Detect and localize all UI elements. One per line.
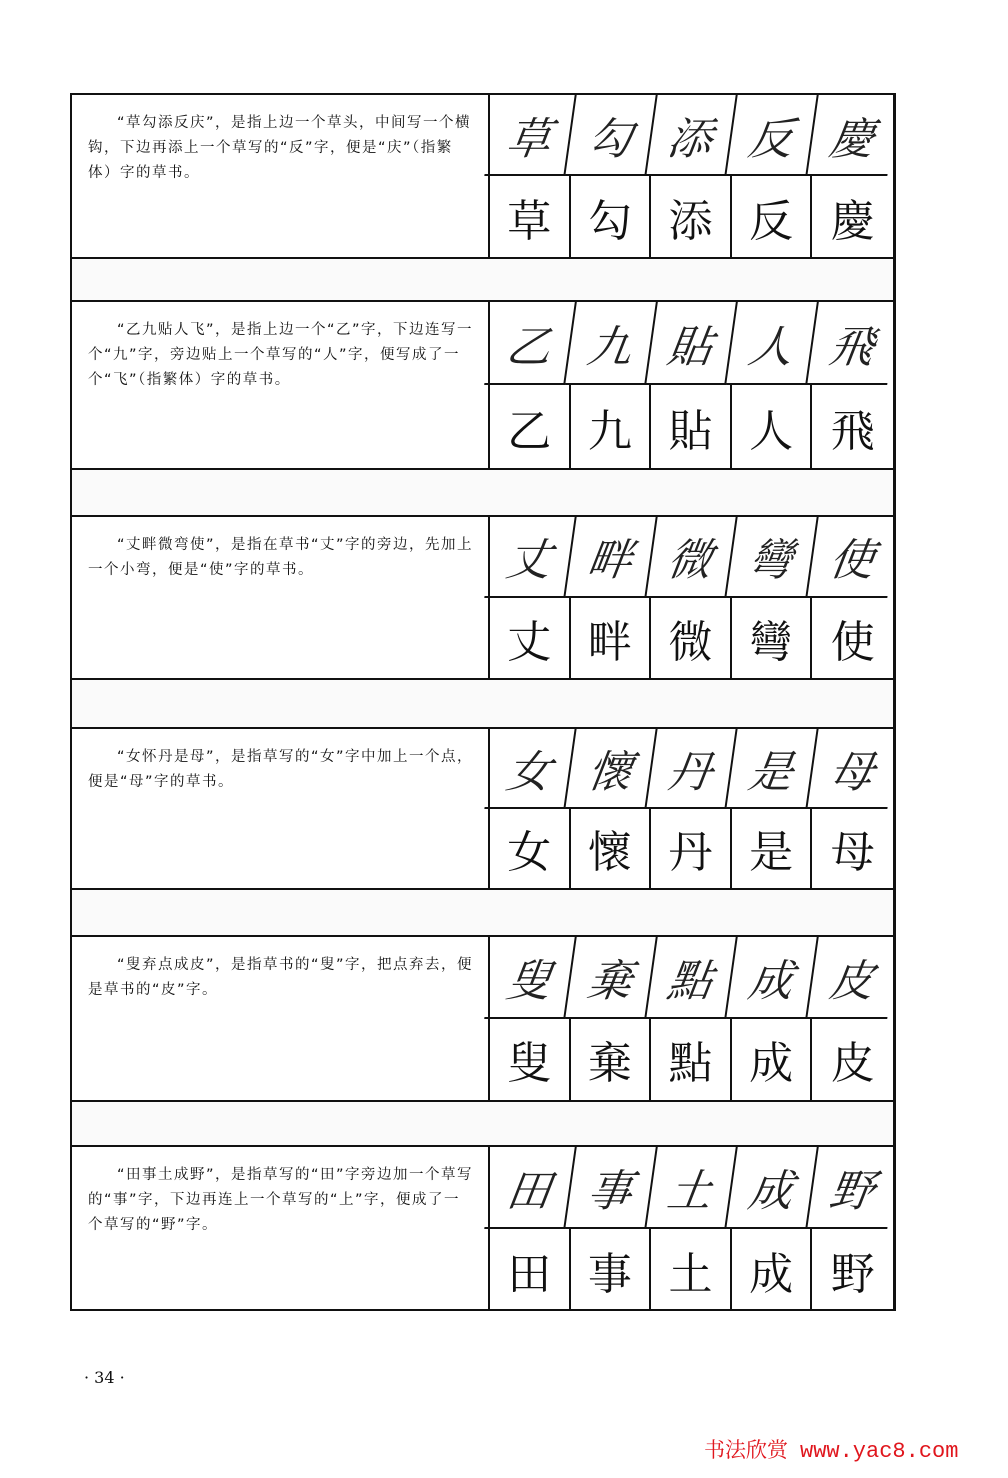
watermark [704,1434,958,1464]
separator-band [72,680,893,729]
character-grid [490,302,893,468]
separator-band [72,1102,893,1147]
cursive-character: 慶 [807,95,899,176]
cursive-character: 勾 [565,95,657,176]
regular-character: 成 [732,1019,813,1101]
regular-character: 母 [830,827,875,879]
character-grid [490,517,893,678]
separator-band [72,890,893,937]
regular-character: 彎 [732,598,813,679]
regular-character: 成 [732,1229,813,1311]
rhyme-description: “女怀丹是母”，是指草写的“女”字中加上一个点，便是“母”字的草书。 [72,729,490,888]
regular-character: 田 [490,1229,571,1311]
cursive-character: 成 [726,937,818,1019]
regular-character: 草 [490,176,571,257]
regular-character: 九 [571,385,652,468]
regular-character: 添 [651,176,732,257]
rhyme-description: “田事土成野”，是指草写的“田”字旁边加一个草写的“事”字，下边再连上一个草写的“上”字，便成了一个草写的“野”字。 [72,1147,490,1311]
regular-character: 使 [830,616,875,668]
separator-band [72,470,893,517]
cursive-character: 添 [645,95,737,176]
page-number: · 34 · [84,1368,125,1387]
separator-band [72,259,893,302]
rhyme-section [72,1147,893,1311]
cursive-character: 貼 [645,302,737,385]
regular-character: 野 [830,1249,875,1300]
cursive-character: 田 [484,1147,576,1229]
cursive-character: 丹 [646,729,738,809]
cursive-character: 草 [484,95,576,176]
regular-character: 棄 [571,1019,652,1101]
cursive-character: 皮 [807,937,899,1019]
cursive-character: 九 [565,302,657,385]
regular-character: 慶 [830,195,875,247]
regular-character: 乙 [490,385,571,468]
regular-character: 事 [571,1229,652,1311]
regular-character: 貼 [651,385,732,468]
regular-character: 微 [651,598,732,679]
regular-character: 土 [651,1229,732,1311]
cursive-character: 飛 [807,302,899,385]
cursive-character: 事 [565,1147,657,1229]
rhyme-section [72,729,893,890]
cursive-character: 是 [726,729,818,809]
character-grid [490,729,893,888]
rhyme-section [72,937,893,1102]
rhyme-section [72,95,893,259]
cursive-character: 母 [807,729,899,809]
cursive-character: 微 [646,517,738,598]
regular-character: 是 [732,809,813,889]
rhyme-description: “乙九贴人飞”，是指上边一个“乙”字，下边连写一个“九”字，旁边贴上一个草写的“人”字，便写成了一个“飞”（指繁体）字的草书。 [72,302,490,468]
character-grid [490,937,893,1100]
cursive-character: 畔 [565,517,657,598]
cursive-character: 成 [726,1147,818,1229]
regular-character: 反 [732,176,813,257]
rhyme-section [72,517,893,680]
watermark-site-name: 书法欣赏 [704,1438,788,1462]
cursive-character: 棄 [565,937,657,1019]
regular-character: 皮 [830,1038,875,1090]
cursive-character: 乙 [484,302,576,385]
regular-character: 飛 [830,405,875,457]
cursive-character: 使 [807,517,899,598]
watermark-url: www.yac8.com [800,1439,959,1464]
regular-character: 丈 [490,598,571,679]
regular-character: 懷 [571,809,652,889]
regular-character: 畔 [571,598,652,679]
regular-character: 叟 [490,1019,571,1101]
regular-character: 點 [651,1019,732,1101]
regular-character: 女 [490,809,571,889]
cursive-character: 懷 [565,729,657,809]
character-grid [490,1147,893,1311]
regular-character: 人 [732,385,813,468]
cursive-character: 叟 [484,937,576,1019]
calligraphy-table [70,93,896,1311]
rhyme-description: “草勾添反庆”，是指上边一个草头，中间写一个横钩，下边再添上一个草写的“反”字，便是“庆”（指繁体）字的草书。 [72,95,490,257]
cursive-character: 女 [484,729,576,809]
cursive-character: 丈 [484,517,576,598]
cursive-character: 反 [726,95,818,176]
rhyme-section [72,302,893,470]
regular-character: 丹 [651,809,732,889]
rhyme-description: “丈畔微弯使”，是指在草书“丈”字的旁边，先加上一个小弯，便是“使”字的草书。 [72,517,490,678]
character-grid [490,95,893,257]
cursive-character: 野 [807,1147,899,1229]
cursive-character: 人 [726,302,818,385]
rhyme-description: “叟弃点成皮”，是指草书的“叟”字，把点弃去，便是草书的“皮”字。 [72,937,490,1100]
cursive-character: 彎 [726,517,818,598]
regular-character: 勾 [571,176,652,257]
cursive-character: 點 [645,937,737,1019]
cursive-character: 土 [645,1147,737,1229]
